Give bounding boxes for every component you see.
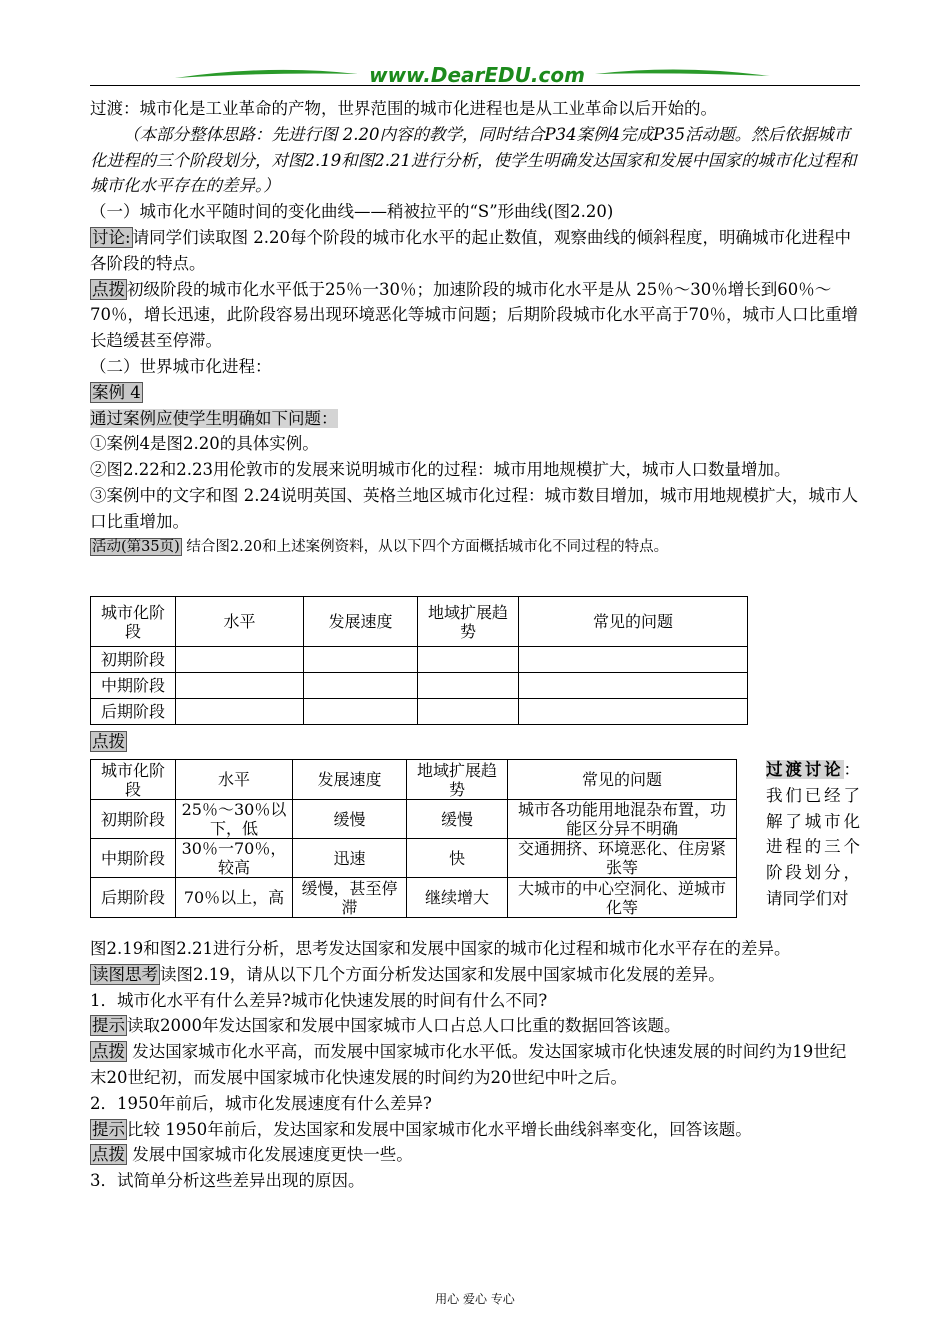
activity-paragraph (90, 535, 860, 561)
table-header-cell: 发展速度 (293, 760, 407, 800)
stage-cell: 初期阶段 (91, 647, 176, 673)
outline-note: （本部分整体思路：先进行图 2.20内容的教学，同时结合P34案例4完成P35活动题。然后依据城市化进程的三个阶段划分，对图2.19和图2.21进行分析，使学生明确发达国家和发展中国家的城市化过程和城市化水平存在的差异。） (90, 124, 857, 196)
table-header-cell: 城市化阶段 (91, 760, 176, 800)
main-content (90, 96, 860, 560)
question-3: 3．试简单分析这些差异出现的原因。 (90, 1171, 365, 1191)
table-header-cell: 地域扩展趋势 (418, 597, 519, 647)
table-header-cell: 地域扩展趋势 (407, 760, 508, 800)
table-row: 中期阶段 30％一70％，较高 迅速 快 交通拥挤、环境恶化、住房紧张等 (91, 839, 737, 878)
table-row (91, 699, 748, 725)
logo-text: www.DearEDU.com (369, 63, 585, 87)
case-intro: 通过案例应使学生明确如下问题： (90, 408, 338, 428)
activity-text: 结合图2.20和上述案例资料，从以下四个方面概括城市化不同过程的特点。 (181, 538, 669, 555)
table-header-cell: 常见的问题 (519, 597, 748, 647)
case-item-3: ③案例中的文字和图 2.24说明英国、英格兰地区城市化过程：城市数目增加，城市用地规模扩大，城市人口比重增加。 (90, 485, 858, 531)
section-heading-2: （二）世界城市化进程： (90, 356, 272, 376)
question-2: 2．1950年前后，城市化发展速度有什么差异? (90, 1093, 432, 1113)
stage-cell: 中期阶段 (91, 673, 176, 699)
side-transition-text: 过渡讨论：我们已经了解了城市化进程的三个阶段划分，请同学们对 (766, 760, 860, 908)
answer-tag: 点拨 (92, 1145, 125, 1165)
table-row: 后期阶段 70％以上，高 缓慢，甚至停滞 继续增大 大城市的中心空洞化、逆城市化等 (91, 878, 737, 918)
case-item-1: ①案例4是图2.20的具体实例。 (90, 434, 319, 454)
tip-paragraph-2: 提示 比较 1950年前后，发达国家和发展中国家城市化水平增长曲线斜率变化，回答该题。 (92, 1119, 752, 1139)
side-tag: 过渡讨论 (766, 760, 844, 779)
tip-tag: 提示 (92, 1119, 125, 1139)
answer-tag: 点拨 (92, 1042, 125, 1062)
table-header-cell: 水平 (176, 597, 304, 647)
table-header-cell: 发展速度 (304, 597, 418, 647)
hint-tag-2: 点拨 (92, 732, 125, 751)
lower-content (90, 936, 860, 1194)
hint-tag: 点拨 (92, 279, 125, 299)
answer-table (90, 759, 737, 918)
answer-paragraph-2: 点拨 发展中国家城市化发展速度更快一些。 (92, 1145, 413, 1165)
answer-paragraph-1: 点拨 发达国家城市化水平高，而发展中国家城市化水平低。发达国家城市化快速发展的时间约为19世纪末20世纪初，而发展中国家城市化快速发展的时间约为20世纪中叶之后。 (90, 1042, 847, 1087)
page-footer: 用心 爱心 专心 (435, 1292, 515, 1306)
discussion-tag: 讨论: (92, 227, 131, 247)
tip-tag: 提示 (92, 1016, 125, 1036)
discussion-paragraph (90, 225, 860, 277)
table-header-cell: 常见的问题 (508, 760, 737, 800)
case-tag: 案例 4 (92, 382, 141, 402)
table-row (91, 647, 748, 673)
read-figure-paragraph: 读图思考 读图2.19，请从以下几个方面分析发达国家和发展中国家城市化发展的差异。 (92, 964, 725, 984)
discussion-text: 请同学们读取图 2.20每个阶段的城市化水平的起止数值，观察曲线的倾斜程度，明确城市化进程中各阶段的特点。 (90, 227, 852, 273)
stage-cell: 后期阶段 (91, 699, 176, 725)
hint-text: 初级阶段的城市化水平低于25％一30％；加速阶段的城市化水平是从 25％～30％增长到60％～70％，增长迅速，此阶段容易出现环境恶化等城市问题；后期阶段城市化水平高于70％，城市人口比重增长趋缓甚至停滞。 (90, 279, 858, 351)
tip-paragraph-1: 提示 读取2000年发达国家和发展中国家城市人口占总人口比重的数据回答该题。 (92, 1016, 681, 1036)
activity-tag: 活动(第35页) (92, 538, 180, 555)
read-tag: 读图思考 (92, 964, 158, 984)
table-header-cell: 城市化阶段 (91, 597, 176, 647)
activity-table (90, 596, 748, 725)
table-header-cell: 水平 (176, 760, 293, 800)
transition-paragraph: 过渡：城市化是工业革命的产物，世界范围的城市化进程也是从工业革命以后开始的。 (90, 99, 717, 118)
table-row: 初期阶段 25％～30％以下，低 缓慢 缓慢 城市各功能用地混杂布置，功能区分异不明确 (91, 800, 737, 839)
question-1: 1．城市化水平有什么差异?城市化快速发展的时间有什么不同? (90, 990, 548, 1010)
section-heading-1: （一）城市化水平随时间的变化曲线——稍被拉平的“S”形曲线(图2.20) (90, 202, 614, 222)
header-rule (90, 85, 860, 86)
case-item-2: ②图2.22和2.23用伦敦市的发展来说明城市化的过程：城市用地规模扩大，城市人口数量增加。 (90, 460, 791, 480)
after-table-paragraph: 图2.19和图2.21进行分析，思考发达国家和发展中国家的城市化过程和城市化水平存在的差异。 (90, 939, 791, 958)
table-row (91, 673, 748, 699)
hint-paragraph-1 (90, 277, 860, 354)
